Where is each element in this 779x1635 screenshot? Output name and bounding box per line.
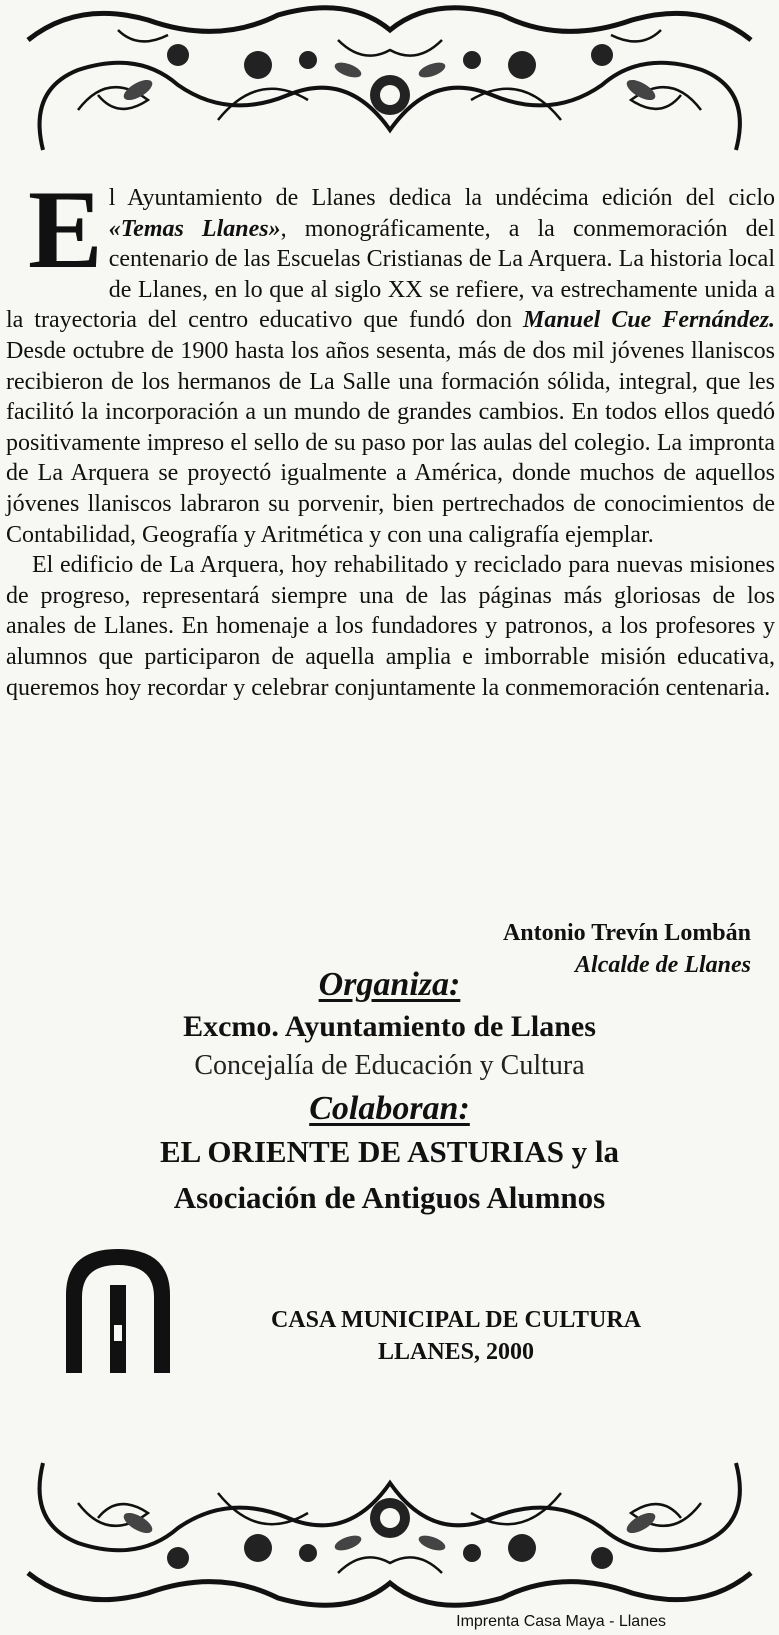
bottom-floral-ornament-icon [18, 1445, 761, 1613]
casa-cultura-arch-logo-icon [60, 1245, 176, 1373]
collaborator-line-2: Asociación de Antiguos Alumnos [173, 1180, 606, 1215]
collaborator-line-1: EL ORIENTE DE ASTURIAS y la [159, 1134, 620, 1169]
paragraph-1-end: Desde octubre de 1900 hasta los años sesenta, más de dos mil jóvenes llaniscos recibieron de los hermanos de La Salle una formación sólida, integral, que les facilitó la incorporación a un mundo de grandes cambios. En todos ellos quedó positivamente impreso el sello de su paso por las aulas del colegio. La impronta de La Arquera se proyectó igualmente a América, donde muchos de aquellos jóvenes llaniscos labraron su porvenir, bien pertrechados de conocimientos de Contabilidad, Geografía y Aritmética y con una caligrafía ejemplar. [6, 337, 775, 548]
signer-role: Alcalde de Llanes [575, 952, 751, 978]
cycle-name: «Temas Llanes» [108, 215, 281, 242]
top-floral-ornament-icon [18, 0, 761, 170]
venue-line-2: LLANES, 2000 [377, 1339, 535, 1365]
drop-cap: E [28, 168, 103, 292]
letter-body [6, 168, 775, 703]
colaboran-heading: Colaboran: [309, 1090, 470, 1127]
organizer-department: Concejalía de Educación y Cultura [194, 1050, 585, 1081]
organizer-name: Excmo. Ayuntamiento de Llanes [183, 1010, 596, 1043]
signer-name: Antonio Trevín Lombán [502, 920, 751, 946]
organiza-heading: Organiza: [318, 966, 461, 1003]
founder-name: Manuel Cue Fernández. [522, 307, 775, 334]
paragraph-1-start: l Ayuntamiento de Llanes dedica la undécima edición del ciclo [108, 185, 775, 211]
venue-line-1: CASA MUNICIPAL DE CULTURA [270, 1307, 642, 1333]
paragraph-2: El edificio de La Arquera, hoy rehabilitado y reciclado para nuevas misiones de progreso, representará siempre una de las páginas más gloriosas de los anales de Llanes. En homenaje a los fundadores y patronos, a los profesores y alumnos que participaron de aquella amplia e imborrable misión educativa, queremos hoy recordar y celebrar conjuntamente la conmemoración centenaria. [6, 552, 775, 701]
paragraph-1-middle: , monográficamente, a la conmemoración del centenario de las Escuelas Cristianas de La Arquera. La historia local de Llanes, en lo que al siglo XX se refiere, va estrechamente unida a la trayectoria del centro educativo que fundó don [6, 215, 775, 334]
printer-credit: Imprenta Casa Maya - Llanes [456, 1613, 666, 1630]
